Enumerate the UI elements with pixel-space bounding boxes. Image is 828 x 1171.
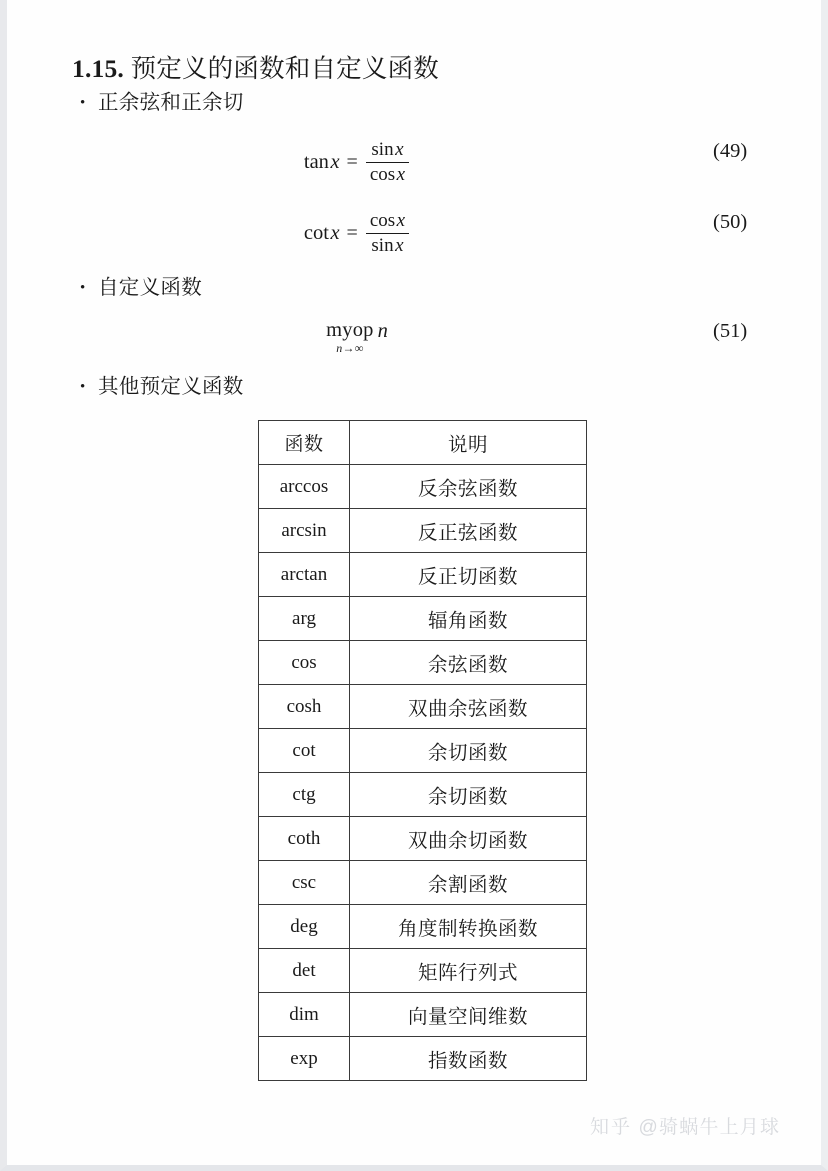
- equation-50-lhs-variable: x: [330, 222, 340, 245]
- table-cell-function: cosh: [259, 685, 350, 729]
- bullet-item-other: [80, 375, 244, 400]
- table-head: [259, 421, 587, 465]
- equation-50-lhs: [304, 222, 340, 244]
- equation-49-numerator: [366, 139, 409, 162]
- table-cell-description: 余切函数: [350, 729, 587, 773]
- page-content-area: [7, 0, 821, 1165]
- table-cell-function: coth: [259, 817, 350, 861]
- equation-49-denominator-variable: x: [396, 164, 406, 185]
- equation-body-51: [7, 320, 707, 354]
- table-cell-function: arctan: [259, 553, 350, 597]
- bullet-marker-icon: •: [80, 379, 86, 395]
- equation-49-relation: =: [346, 151, 358, 174]
- table-row: [259, 729, 587, 773]
- table-cell-function: arcsin: [259, 509, 350, 553]
- table-row: [259, 905, 587, 949]
- table-cell-description: 反正切函数: [350, 553, 587, 597]
- equation-number-49: (49): [713, 140, 748, 162]
- table-cell-description: 反正弦函数: [350, 509, 587, 553]
- equation-50-denominator: [366, 233, 409, 257]
- table-cell-function: cos: [259, 641, 350, 685]
- table-cell-description: 角度制转换函数: [350, 905, 587, 949]
- table-cell-function: arg: [259, 597, 350, 641]
- equation-50-denominator-operator: sin: [371, 235, 394, 256]
- table-row: [259, 685, 587, 729]
- table-row: [259, 817, 587, 861]
- table-row: [259, 1037, 587, 1081]
- equation-body-50: [7, 211, 707, 258]
- bullet-label-trig: 正余弦和正余切: [98, 92, 244, 114]
- predefined-functions-table: [258, 420, 587, 1081]
- table-row: [259, 861, 587, 905]
- section-number: 1.15.: [72, 54, 124, 83]
- equation-row-50: [7, 211, 821, 271]
- equation-49-lhs-operator: tan: [303, 151, 329, 174]
- table-cell-description: 双曲余切函数: [350, 817, 587, 861]
- equation-50-numerator-operator: cos: [369, 210, 396, 231]
- equation-number-50: (50): [713, 211, 748, 233]
- watermark-logo: 知乎: [590, 1117, 633, 1138]
- table-row: [259, 949, 587, 993]
- table-row: [259, 597, 587, 641]
- table-header-function: 函数: [259, 421, 350, 465]
- table-row: [259, 641, 587, 685]
- table-cell-function: ctg: [259, 773, 350, 817]
- table-row: [259, 993, 587, 1037]
- equation-49-denominator-operator: cos: [369, 164, 396, 185]
- table-cell-description: 余切函数: [350, 773, 587, 817]
- bullet-item-custom: [80, 276, 202, 301]
- table-cell-description: 向量空间维数: [350, 993, 587, 1037]
- table-cell-description: 反余弦函数: [350, 465, 587, 509]
- bullet-marker-icon: •: [80, 280, 86, 296]
- equation-row-51: [7, 320, 821, 380]
- bullet-label-custom: 自定义函数: [98, 277, 202, 299]
- table-cell-description: 余弦函数: [350, 641, 587, 685]
- table-row: [259, 509, 587, 553]
- table-cell-function: csc: [259, 861, 350, 905]
- table-cell-function: cot: [259, 729, 350, 773]
- table-cell-function: dim: [259, 993, 350, 1037]
- equation-row-49: [7, 140, 821, 200]
- table-cell-description: 余割函数: [350, 861, 587, 905]
- equation-51-operator-name: myop: [326, 319, 374, 341]
- table-row: [259, 465, 587, 509]
- table-cell-function: exp: [259, 1037, 350, 1081]
- equation-49-lhs: [304, 151, 340, 173]
- table-row: [259, 553, 587, 597]
- equation-50-fraction: [366, 210, 409, 257]
- table-cell-description: 矩阵行列式: [350, 949, 587, 993]
- table-cell-description: 双曲余弦函数: [350, 685, 587, 729]
- table-cell-function: deg: [259, 905, 350, 949]
- section-heading: [72, 53, 439, 85]
- equation-50-relation: =: [346, 222, 358, 245]
- watermark: [590, 1112, 780, 1139]
- table-cell-description: 指数函数: [350, 1037, 587, 1081]
- equation-50-lhs-operator: cot: [303, 222, 329, 245]
- equation-50-numerator: [366, 210, 409, 233]
- equation-51-operator-subscript: n→∞: [336, 340, 364, 355]
- equation-51-operator-stack: [326, 320, 374, 354]
- table-header-row: [259, 421, 587, 465]
- watermark-handle: @骑蜗牛上月球: [638, 1117, 781, 1138]
- equation-49-numerator-operator: sin: [371, 139, 394, 160]
- table-cell-description: 辐角函数: [350, 597, 587, 641]
- table-body: [259, 465, 587, 1081]
- equation-50-numerator-variable: x: [396, 210, 406, 231]
- bullet-item-trig: [80, 91, 244, 116]
- table-cell-function: det: [259, 949, 350, 993]
- equation-number-51: (51): [713, 320, 748, 342]
- equation-49-fraction: [366, 139, 409, 186]
- equation-50-denominator-variable: x: [395, 235, 404, 256]
- equation-49-lhs-variable: x: [330, 151, 340, 174]
- table-header-description: 说明: [350, 421, 587, 465]
- bullet-marker-icon: •: [80, 95, 86, 111]
- equation-49-numerator-variable: x: [395, 139, 404, 160]
- equation-49-denominator: [366, 162, 409, 186]
- equation-51-argument: n: [377, 320, 388, 343]
- equation-body-49: [7, 140, 707, 187]
- bullet-label-other: 其他预定义函数: [98, 376, 244, 398]
- table-cell-function: arccos: [259, 465, 350, 509]
- section-title: 预定义的函数和自定义函数: [130, 54, 439, 83]
- table-row: [259, 773, 587, 817]
